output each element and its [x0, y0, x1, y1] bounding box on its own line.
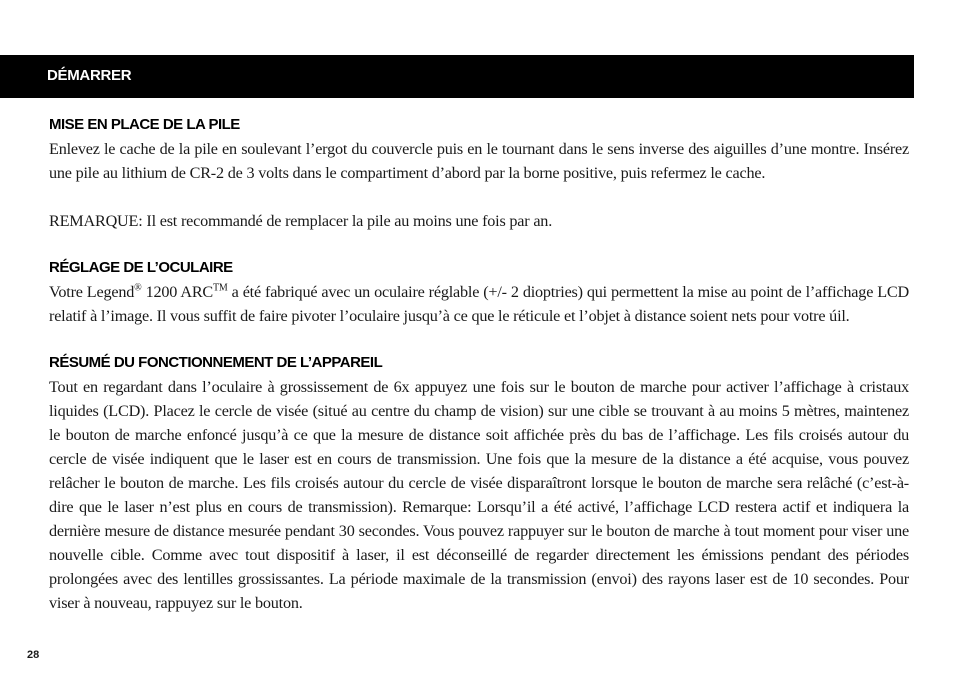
page-number: 28 — [27, 649, 40, 661]
heading-battery: MISE EN PLACE DE LA PILE — [49, 116, 240, 133]
eyepiece-text-part2: 1200 ARC — [141, 283, 214, 301]
eyepiece-text-part1: Votre Legend — [49, 283, 135, 301]
heading-operation-summary: RÉSUMÉ DU FONCTIONNEMENT DE L’APPAREIL — [49, 354, 383, 371]
paragraph-battery-remark: REMARQUE: Il est recommandé de remplacer la pile au moins une fois par an. — [49, 212, 553, 230]
section-title: DÉMARRER — [47, 67, 132, 84]
eyepiece-text-part3: a été fabriqué avec un oculaire réglable (+/- 2 dioptries) qui permettent la mise au point de l’affichage LCD relatif à l’image. Il vous suffit de faire pivoter l’oculaire jusqu’à ce que le réticule et l’objet à distance soient nets pour votre úil. — [49, 283, 909, 325]
trademark-mark: TM — [213, 282, 228, 294]
paragraph-battery-install: Enlevez le cache de la pile en soulevant l’ergot du couvercle puis en le tournant dans le sens inverse des aiguilles d’une montre. Insérez une pile au lithium de CR-2 de 3 volts dans le compartiment d’abord par la borne positive, puis refermez le cache. — [49, 140, 909, 182]
page-content — [49, 113, 909, 615]
paragraph-eyepiece — [49, 280, 909, 328]
heading-eyepiece: RÉGLAGE DE L’OCULAIRE — [49, 259, 233, 276]
paragraph-operation-summary: Tout en regardant dans l’oculaire à grossissement de 6x appuyez une fois sur le bouton de marche pour activer l’affichage à cristaux liquides (LCD). Placez le cercle de visée (situé au centre du champ de vision) sur une cible se trouvant à au moins 5 mètres, maintenez le bouton de marche enfoncé jusqu’à ce que la mesure de distance soit affichée près du bas de l’affichage. Les fils croisés autour du cercle de visée indiquent que le laser est en cours de transmission. Une fois que la mesure de la distance a été acquise, vous pouvez relâcher le bouton de marche. Les fils croisés autour du cercle de visée disparaîtront lorsque le bouton de marche sera relâché (c’est-à-dire que le laser n’est plus en cours de transmission). Remarque: Lorsqu’il a été activé, l’affichage LCD restera actif et indiquera la dernière mesure de distance mesurée pendant 30 secondes. Vous pouvez rappuyer sur le bouton de marche à tout moment pour viser une nouvelle cible. Comme avec tout dispositif à laser, il est déconseillé de regarder directement les émissions pendant des périodes prolongées avec des lentilles grossissantes. La période maximale de la transmission (envoi) des rayons laser est de 10 secondes. Pour viser à nouveau, rappuyez sur le bouton. — [49, 378, 909, 612]
registered-mark: ® — [134, 282, 142, 294]
section-header-bar — [0, 55, 914, 98]
